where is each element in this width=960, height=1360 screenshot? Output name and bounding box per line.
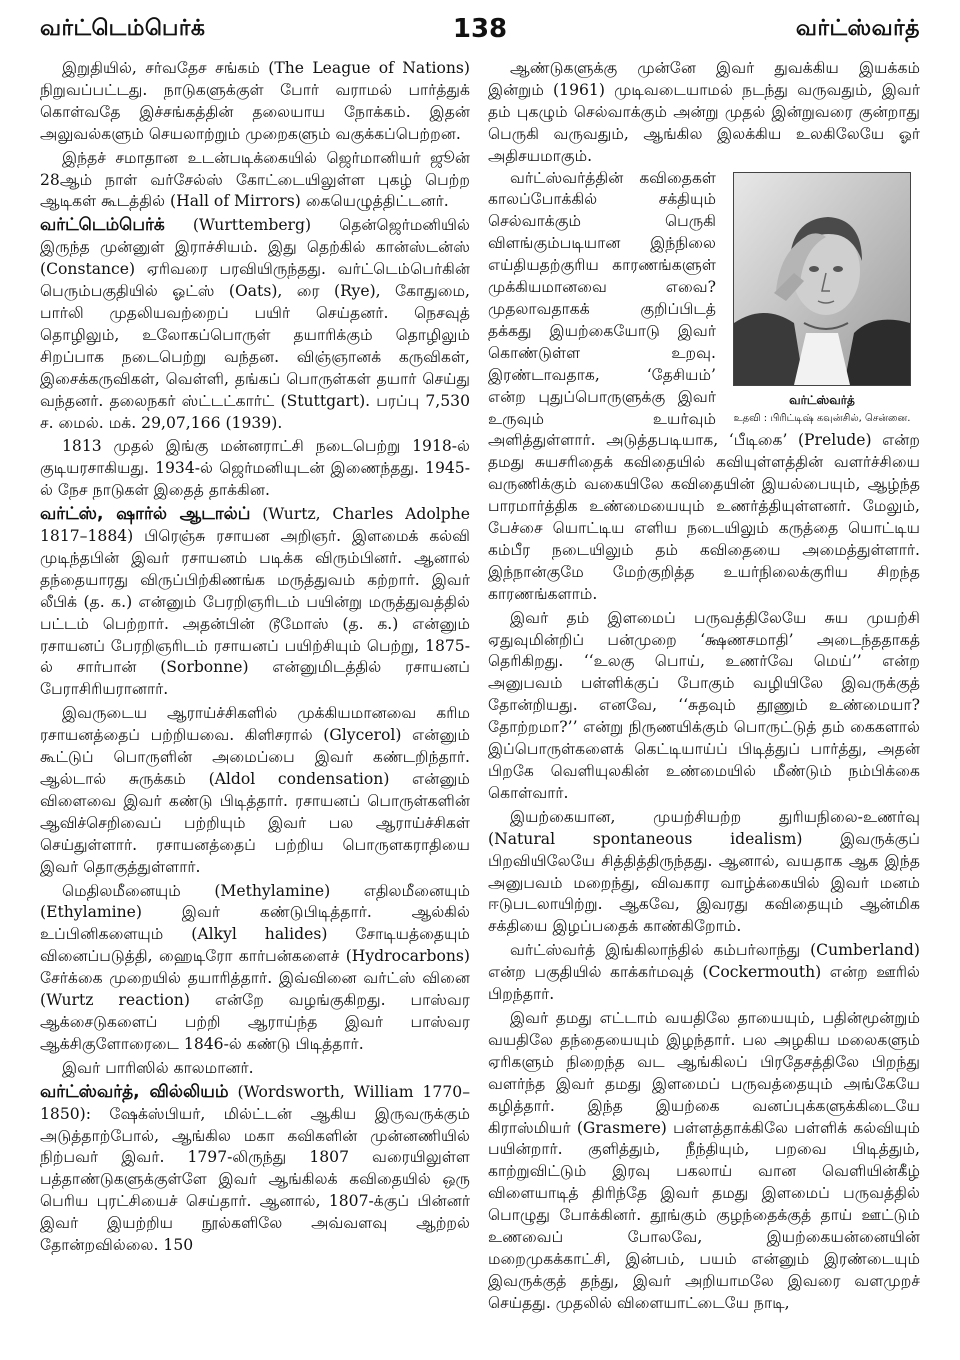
wordsworth-continuation: ஆண்டுகளுக்கு முன்னே இவர் துவக்கிய இயக்கம் இன்றும் (1961) முடிவடையாமல் நடந்து வருவதும், இவர் தம் புகழும் செல்வாக்கும் அன்று முதல் இன்றுவரை குன்றாது பெருகி வருவதும், ஆங்கில இலக்கிய உலகிலேயே ஓர் அதிசயமாகும். bbox=[488, 59, 920, 165]
running-head-left: வர்ட்டெம்பெர்க் bbox=[40, 16, 206, 41]
entry-wurttemberg bbox=[40, 215, 470, 434]
wordsworth-trance: இவர் தம் இளமைப் பருவத்திலேயே சுய முயற்சி ஏதுவுமின்றிப் பன்முறை ‘க்ஷணசமாதி’ அடைந்ததாகத் தெரிகிறது. ‘‘உலகு பொய், உணர்வே மெய்’’ என்ற அனுபவம் பள்ளிக்குப் போகும் வழியிலே இவருக்குத் தோன்றியது. எனவே, ‘‘சுதவும் தூணும் உண்மையா? தோற்றமா?’’ என்று நிருணயிக்கும் பொருட்டுத் தம் கைகளால் இப்பொருள்களைக் கெட்டியாய்ப் பிடித்துப் பார்த்து, அதன் பிறகே வெளியுலகின் உண்மையில் மீண்டும் நம்பிக்கை கொள்வார். bbox=[488, 608, 920, 802]
wurttemberg-history: 1813 முதல் இங்கு மன்னராட்சி நடைபெற்று 1918-ல் குடியரசாகியது. 1934-ல் ஜெர்மனியுடன் இணைந்தது. 1945-ல் நேச நாடுகள் இதைத் தாக்கின. bbox=[40, 437, 470, 500]
entry-wordsworth bbox=[40, 1082, 470, 1257]
league-paragraph: இறுதியில், சர்வதேச சங்கம் (The League of Nations) நிறுவப்பட்டது. நாடுகளுக்குள் போர் வராமல் பார்த்துக் கொள்வதே இச்சங்கத்தின் தலையாய நோக்கம். இதன் அலுவல்களும் செயலாற்றும் முறைகளும் வகுக்கப்பெற்றன. bbox=[40, 59, 470, 143]
left-column bbox=[40, 58, 470, 1353]
wordsworth-birth: வர்ட்ஸ்வர்த் இங்கிலாந்தில் கம்பர்லாந்து (Cumberland) என்ற பகுதியில் காக்கர்மவுத் (Cockermouth) என்ற ஊரில் பிறந்தார். bbox=[488, 941, 920, 1004]
page-header bbox=[40, 10, 920, 50]
figure-credit: உதவி : பிரிட்டிஷ் கவுன்சில், சென்னை. bbox=[733, 412, 911, 424]
treaty-paragraph: இந்தச் சமாதான உடன்படிக்கையில் ஜெர்மானியர் ஜூன் 28ஆம் நாள் வர்சேல்ஸ் கோட்டையிலுள்ள புகழ் பெற்ற ஆடிகள் கூடத்தில் (Hall of Mirrors) கையெழுத்திட்டனர். bbox=[40, 148, 470, 211]
wurtz-death: இவர் பாரிஸில் காலமானர். bbox=[62, 1058, 254, 1077]
wurtz-research: இவருடைய ஆராய்ச்சிகளில் முக்கியமானவை கரிம ரசாயனத்தைப் பற்றியவை. கிளிசரால் (Glycerol) என்னும் கூட்டுப் பொருளின் அமைப்பை இவர் கண்டறிந்தார். ஆல்டால் சுருக்கம் (Aldol condensation) என்னும் விளைவை இவர் கண்டு பிடித்தார். ரசாயனப் பொருள்களின் ஆவிச்செறிவைப் பற்றியும் இவர் பல ஆராய்ச்சிகள் செய்துள்ளார். ரசாயனத்தைப் பற்றிய பொருளகராதியை இவர் தொகுத்துள்ளார். bbox=[40, 704, 470, 876]
headword-wordsworth: வர்ட்ஸ்வர்த், வில்லியம் bbox=[40, 1081, 229, 1102]
wordsworth-reasons: வர்ட்ஸ்வர்த்தின் கவிதைகள் காலப்போக்கில் சக்தியும் செல்வாக்கும் பெருகி விளங்கும்படியான இந்நிலை எய்தியதற்குரிய காரணங்களுள் முக்கியமானவை எவை? முதலாவதாகக் குறிப்பிடத் தக்கது இயற்கையோடு இவர் கொண்டுள்ள உறவு. இரண்டாவதாக, ‘தேசியம்’ என்ற புதுப்பொருளுக்கு இவர் உருவும் உயர்வும் அளித்துள்ளார். அடுத்தபடியாக, ‘பீடிகை’ (Prelude) என்ற தமது சுயசரிதைக் கவிதையில் கவியுள்ளத்தின் வளர்ச்சியை வருணிக்கும் வகையிலே கவிதையின் இயல்பையும், ஆழ்ந்த பாரமார்த்திக உண்மையையும் உணர்த்தியுள்ளனர். மேலும், பேச்சை யொட்டிய எளிய நடையிலும் கருத்தை யொட்டிய கம்பீர நடையிலும் தம் கவிதையை அமைத்துள்ளார். இந்நான்குமே மேற்குறித்த உயர்நிலைக்குரிய சிறந்த காரணங்களாம். bbox=[488, 168, 920, 603]
running-head-right: வர்ட்ஸ்வர்த் bbox=[795, 16, 920, 41]
wurtz-text: (Wurtz, Charles Adolphe 1817–1884) பிரெஞ்சு ரசாயன அறிஞர். இளமைக் கல்வி முடிந்தபின் இவர் ரசாயனம் படிக்க விரும்பினர். ஆனால் தந்தையாரது விருப்பிற்கிணங்க மருத்துவம் கற்றார். இவர் லீபிக் (த. க.) என்னும் பேரறிஞரிடம் பயின்று மருத்துவத்தில் பட்டம் பெற்றார். அதன்பின் டூமோஸ் (த. க.) என்னும் ரசாயனப் பேரறிஞரிடம் ரசாயனப் பயிற்சியும் பெற்று, 1875-ல் சார்பான் (Sorbonne) என்னுமிடத்தில் ரசாயனப் பேராசிரியரானார். bbox=[40, 505, 470, 699]
portrait-figure bbox=[724, 172, 920, 425]
figure-caption: வர்ட்ஸ்வர்த் bbox=[789, 392, 855, 407]
headword-wurtz: வர்ட்ஸ், ஷார்ல் ஆடால்ப் bbox=[40, 504, 251, 525]
headword-wurttemberg: வர்ட்டெம்பெர்க் bbox=[40, 215, 165, 236]
wurtz-discoveries: மெதிலமீனையும் (Methylamine) எதிலமீனையும் (Ethylamine) இவர் கண்டுபிடித்தார். ஆல்கில் உப்பினிகளையும் (Alkyl halides) சோடியத்தையும் வினைப்படுத்தி, ஹைடிரோ கார்பன்களைச் (Hydrocarbons) சேர்க்கை முறையில் தயாரித்தார். இவ்வினை வர்ட்ஸ் வினை (Wurtz reaction) என்றே வழங்குகிறது. பாஸ்வர ஆக்சைடுகளைப் பற்றி ஆராய்ந்த இவர் பாஸ்வர ஆக்சிகுளோரைடை 1846-ல் கண்டு பிடித்தார். bbox=[40, 881, 470, 1053]
entry-wurtz bbox=[40, 504, 470, 701]
wordsworth-youth: இவர் தமது எட்டாம் வயதிலே தாயையும், பதின்மூன்றும் வயதிலே தந்தையையும் இழந்தார். பல அழகிய மலைகளும் ஏரிகளும் நிறைந்த வட ஆங்கிலப் பிரதேசத்திலே பிறந்து வளர்ந்த இவர் தமது இளமைப் பருவத்தையும் அங்கேயே கழித்தார். இந்த இயற்கை வனப்புக்களுக்கிடையே கிராஸ்மியர் (Grasmere) பள்ளத்தாக்கிலே பள்ளிக் கல்வியும் பயின்றார். குளித்தும், நீந்தியும், பறவை பிடித்தும், காற்றுவிட்டும் இரவு பகலாய் வான வெளியின்கீழ் விளையாடித் திரிந்தே இவர் தமது இளமைப் பருவத்தில் பொழுது போக்கினர். தூங்கும் குழந்தைக்குத் தாய் ஊட்டும் உணவைப் போலவே, இயற்கையன்னையின் மறைமுகக்காட்சி, இன்பம், பயம் என்னும் இரண்டையும் இவருக்குத் தந்து, இவர் அறியாமலே இவரை வளமுறச் செய்தது. முதலில் விளையாட்டையே நாடி, bbox=[488, 1008, 920, 1312]
wurttemberg-text: (Wurttemberg) தென்ஜெர்மனியில் இருந்த முன்னுள் இராச்சியம். இது தெற்கில் கான்ஸ்டன்ஸ் (Constance) ஏரிவரை பரவியிருந்தது. வர்ட்டெம்பெர்கின் பெரும்பகுதியில் ஓட்ஸ் (Oats), ரை (Rye), கோதுமை, பார்லி முதலியவற்றைப் பயிர் செய்தனர். நெசவுத் தொழிலும், உலோகப்பொருள் தயாரிக்கும் தொழிலும் சிறப்பாக நடைபெற்று வந்தன. விஞ்ஞானக் கருவிகள், இசைக்கருவிகள், வெள்ளி, தங்கப் பொருள்கள் தயார் செய்து வந்தனர். தலைநகர் ஸ்ட்டட்கார்ட் (Stuttgart). பரப்பு 7,530 ச. மைல். மக். 29,07,166 (1939). bbox=[40, 216, 470, 432]
wordsworth-portrait bbox=[733, 172, 911, 386]
right-column bbox=[488, 58, 920, 1353]
wordsworth-text: (Wordsworth, William 1770–1850): ஷேக்ஸ்பியர், மில்ட்டன் ஆகிய இருவருக்கும் அடுத்தாற்போல், ஆங்கில மகா கவிகளின் முன்னணியில் நிற்பவர் இவர். 1797-லிருந்து 1807 வரையிலுள்ள பத்தாண்டுகளுக்குள்ளே இவர் ஆங்கிலக் கவிதையில் ஒரு பெரிய புரட்சியைச் செய்தார். ஆனால், 1807-க்குப் பின்னர் இவர் இயற்றிய நூல்களிலே அவ்வளவு ஆற்றல் தோன்றவில்லை. 150 bbox=[40, 1082, 470, 1255]
wordsworth-idealism: இயற்கையான, முயற்சியற்ற துரியநிலை-உணர்வு (Natural spontaneous idealism) இவருக்குப் பிறவியிலேயே சித்தித்திருந்தது. ஆனால், வயதாக ஆக இந்த அனுபவம் மறைந்து, விவகார வாழ்க்கையில் இவர் மனம் ஈடுபடலாயிற்று. ஆகவே, இவரது கவிதையும் ஆன்மிக சக்தியை இழப்பதைக் காண்கிறோம். bbox=[488, 807, 920, 936]
page-number: 138 bbox=[452, 14, 508, 44]
